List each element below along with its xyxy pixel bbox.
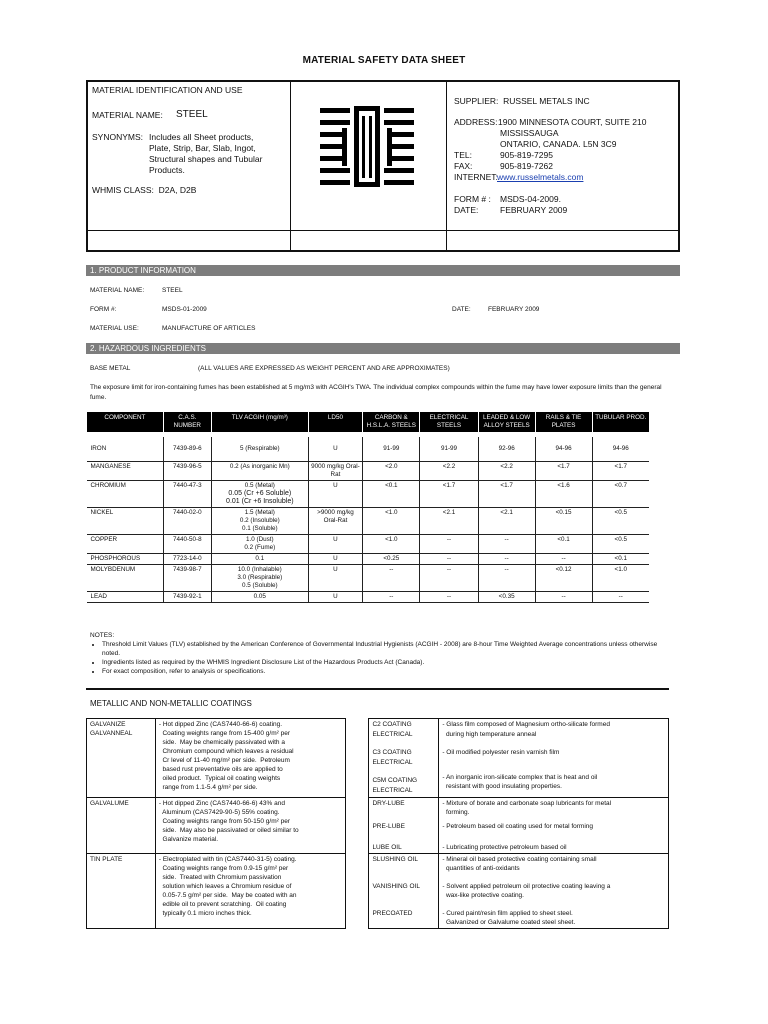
base-metal-label: BASE METAL bbox=[90, 365, 131, 372]
ingredients-table bbox=[86, 412, 649, 603]
tel-label: TEL: bbox=[454, 150, 472, 160]
table-row: COPPER 7440-50-8 1.0 (Dust) 0.2 (Fume) U <1.0 -- -- <0.1 <0.5 bbox=[87, 534, 650, 553]
col-cas: C.A.S. NUMBER bbox=[163, 412, 211, 432]
s1-use-value: MANUFACTURE OF ARTICLES bbox=[162, 325, 256, 332]
fax-value: 905-819-7262 bbox=[500, 161, 553, 171]
table-row: GALVALUME - Hot dipped Zinc (CAS7440-66-6) 43% and Aluminum (CAS7429-90-5) 55% coating. Coating weights range from 50-150 g/m² per side. May also be passivated or oiled similar to Galvanize material. DRY-LUBE PRE-LUBE LUBE OIL - Mixture of borate and carbonate soap lubricants for metal forming. - Petroleum based oil coating used for metal forming - Lubricating protective petroleum based oil bbox=[87, 798, 669, 854]
identification-box bbox=[86, 80, 680, 252]
s1-form-label: FORM #: bbox=[90, 306, 117, 313]
note-item: • For exact composition, refer to analysis or specifications. bbox=[102, 667, 670, 676]
table-row: TIN PLATE - Electroplated with tin (CAS7440-31-5) coating. Coating weights range from 0.9-15 g/m² per side. Treated with Chromium passivation solution which leaves a Chromium residue of 0.05-7.5 g/m² per side. May be coated with an edible oil to prevent scratching. Oil coating typically 0.1 micro inches thick. SLUSHING OIL VANISHING OIL PRECOATED - Mineral oil based protective coating containing small quantities of anti-oxidants - Solvent applied petroleum oil protective coating leaving a wax-like protective coating. - Cured paint/resin film applied to sheet steel. Galvanized or Galvalume coated steel sheet. bbox=[87, 854, 669, 929]
fax-label: FAX: bbox=[454, 161, 473, 171]
table-row: GALVANIZE GALVANNEAL - Hot dipped Zinc (CAS7440-66-6) coating. Coating weights range from 15-400 g/m² per side. May be chemically passivated with a Chromium compound which leaves a residual Cr level of 11-40 mg/m² per side. Petroleum based rust preventative oils are applied to oiled product. Typical oil coating weights range from 1.1-5.4 g/m² per side. C2 COATING ELECTRICAL C3 COATING ELECTRICAL C5M COATING ELECTRICAL - Glass film composed of Magnesium ortho-silicate formed during high temperature anneal - Oil modified polyester resin varnish film - An inorganic iron-silicate complex that is heat and oil resistant with good insulating properties. bbox=[87, 719, 669, 798]
col-carbon: CARBON & H.S.L.A. STEELS bbox=[363, 412, 420, 432]
col-rails: RAILS & TIE PLATES bbox=[535, 412, 592, 432]
note-item: • Ingredients listed as required by the WHMIS Ingredient Disclosure List of the Hazardous Products Act (Canada). bbox=[102, 658, 670, 667]
s1-material-name-value: STEEL bbox=[162, 287, 183, 294]
table-row: LEAD 7439-92-1 0.05 U -- -- <0.35 -- -- bbox=[87, 591, 650, 602]
notes-heading: NOTES: bbox=[90, 632, 115, 639]
notes-block bbox=[90, 631, 670, 676]
synonyms-label: SYNONYMS: bbox=[92, 132, 144, 142]
date-label: DATE: bbox=[454, 205, 479, 215]
col-leaded: LEADED & LOW ALLOY STEELS bbox=[478, 412, 535, 432]
material-name-label: MATERIAL NAME: bbox=[92, 110, 163, 120]
coatings-heading: METALLIC AND NON-METALLIC COATINGS bbox=[90, 699, 252, 708]
divider bbox=[86, 688, 669, 690]
whmis-class: WHMIS CLASS: D2A, D2B bbox=[92, 185, 197, 195]
document-title: MATERIAL SAFETY DATA SHEET bbox=[302, 55, 466, 66]
coatings-table bbox=[86, 718, 669, 929]
table-row: MOLYBDENUM 7439-98-7 10.0 (Inhalable) 3.0 (Respirable) 0.5 (Soluble) U -- -- -- <0.12 <1.0 bbox=[87, 564, 650, 591]
address-label: ADDRESS: bbox=[454, 117, 498, 127]
form-value: MSDS-04-2009. bbox=[500, 194, 561, 204]
exposure-paragraph: The exposure limit for iron-containing fumes has been established at 5 mg/m3 with ACGIH's TWA. The individual complex compounds within the fume may have lower exposure limits than the general fume. bbox=[90, 384, 662, 401]
table-row: CHROMIUM 7440-47-3 0.5 (Metal) 0.05 (Cr +6 Soluble) 0.01 (Cr +6 Insoluble) U <0.1 <1.7 <1.7 <1.6 <0.7 bbox=[87, 480, 650, 507]
form-label: FORM # : bbox=[454, 194, 491, 204]
col-electrical: ELECTRICAL STEELS bbox=[420, 412, 478, 432]
table-row: PHOSPHOROUS 7723-14-0 0.1 U <0.25 -- -- -- <0.1 bbox=[87, 553, 650, 564]
col-ld50: LD50 bbox=[308, 412, 362, 432]
section-product-information: 1. PRODUCT INFORMATION bbox=[86, 265, 680, 276]
col-tlv: TLV ACGIH (mg/m³) bbox=[211, 412, 308, 432]
note-item: • Threshold Limit Values (TLV) established by the American Conference of Governmental Industrial Hygienists (ACGIH - 2008) are 8-hour Time Weighted Average concentrations unless otherwise noted. bbox=[102, 640, 670, 658]
s1-use-label: MATERIAL USE: bbox=[90, 325, 139, 332]
supplier: SUPPLIER: RUSSEL METALS INC bbox=[454, 96, 590, 106]
table-row: NICKEL 7440-02-0 1.5 (Metal) 0.2 (Insoluble) 0.1 (Soluble) >9000 mg/kg Oral-Rat <1.0 <2.1 <2.1 <0.15 <0.5 bbox=[87, 507, 650, 534]
s1-material-name-label: MATERIAL NAME: bbox=[90, 287, 145, 294]
col-tubular: TUBULAR PROD. bbox=[592, 412, 649, 432]
section-hazardous-ingredients: 2. HAZARDOUS INGREDIENTS bbox=[86, 343, 680, 354]
col-component: COMPONENT bbox=[87, 412, 164, 432]
material-name-value: STEEL bbox=[176, 109, 208, 120]
address-lines: 1900 MINNESOTA COURT, SUITE 210 MISSISSAUGA ONTARIO, CANADA. L5N 3C9 bbox=[498, 117, 647, 149]
id-heading: MATERIAL IDENTIFICATION AND USE bbox=[92, 85, 243, 95]
whmis-d2-symbol-icon bbox=[318, 104, 416, 194]
s1-form-value: MSDS-01-2009 bbox=[162, 306, 207, 313]
internet-label: INTERNET: bbox=[454, 172, 498, 182]
table-row: IRON 7439-89-6 5 (Respirable) U 91-99 91-99 92-96 94-96 94-96 bbox=[87, 437, 650, 461]
tel-value: 905-819-7295 bbox=[500, 150, 553, 160]
table-row: MANGANESE 7439-96-5 0.2 (As inorganic Mn) 9000 mg/kg Oral-Rat <2.0 <2.2 <2.2 <1.7 <1.7 bbox=[87, 461, 650, 480]
s1-date-label: DATE: bbox=[452, 306, 471, 313]
synonyms-list: Includes all Sheet products, Plate, Strip, Bar, Slab, Ingot, Structural shapes and Tubular Products. bbox=[149, 132, 263, 175]
s1-date-value: FEBRUARY 2009 bbox=[488, 306, 540, 313]
website-link[interactable]: www.russelmetals.com bbox=[497, 172, 584, 182]
base-metal-note: (ALL VALUES ARE EXPRESSED AS WEIGHT PERCENT AND ARE APPROXIMATES) bbox=[198, 365, 450, 372]
date-value: FEBRUARY 2009 bbox=[500, 205, 568, 215]
